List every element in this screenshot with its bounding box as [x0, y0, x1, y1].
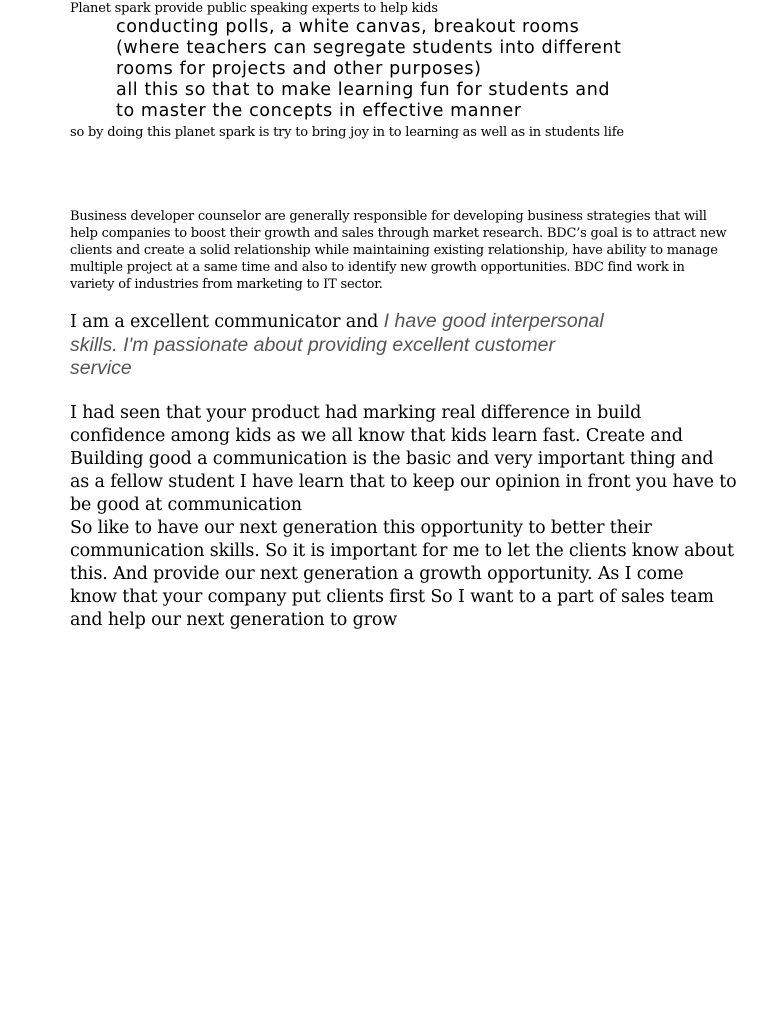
bdc-line: variety of industries from marketing to IT sector.: [70, 277, 383, 292]
bdc-paragraph: [70, 208, 726, 293]
product-line: So like to have our next generation this opportunity to better their: [70, 518, 652, 538]
product-paragraph: [70, 402, 737, 632]
product-line: this. And provide our next generation a growth opportunity. As I come: [70, 564, 684, 584]
indented-paragraph: [116, 17, 622, 122]
product-line: I had seen that your product had marking real difference in build: [70, 403, 642, 423]
product-line: be good at communication: [70, 495, 302, 515]
indented-line: (where teachers can segregate students into different: [116, 38, 622, 58]
communicator-plain-text: I am a excellent communicator and: [70, 312, 384, 332]
indented-line: to master the concepts in effective manner: [116, 101, 522, 121]
communicator-italic-text-2: skills. I'm passionate about providing excellent customer: [70, 334, 555, 356]
bdc-line: help companies to boost their growth and sales through market research. BDC’s goal is to attract new: [70, 226, 727, 241]
communicator-paragraph: [70, 310, 604, 380]
communicator-line-1: [70, 310, 604, 334]
intro-line: Planet spark provide public speaking experts to help kids: [70, 1, 438, 16]
joy-line: so by doing this planet spark is try to bring joy in to learning as well as in students life: [70, 125, 624, 140]
product-line: know that your company put clients first So I want to a part of sales team: [70, 587, 714, 607]
bdc-line: Business developer counselor are generally responsible for developing business strategies that will: [70, 209, 707, 224]
bdc-line: multiple project at a same time and also to identify new growth opportunities. BDC find work in: [70, 260, 685, 275]
indented-line: all this so that to make learning fun for students and: [116, 80, 611, 100]
communicator-italic-text-1: I have good interpersonal: [383, 310, 604, 332]
communicator-italic-text-3: service: [70, 357, 132, 379]
indented-line: rooms for projects and other purposes): [116, 59, 482, 79]
product-line: and help our next generation to grow: [70, 610, 398, 630]
product-line: Building good a communication is the basic and very important thing and: [70, 449, 714, 469]
product-line: confidence among kids as we all know that kids learn fast. Create and: [70, 426, 683, 446]
product-line: as a fellow student I have learn that to keep our opinion in front you have to: [70, 472, 737, 492]
product-line: communication skills. So it is important for me to let the clients know about: [70, 541, 734, 561]
bdc-line: clients and create a solid relationship while maintaining existing relationship, have ability to manage: [70, 243, 718, 258]
indented-line: conducting polls, a white canvas, breakout rooms: [116, 17, 580, 37]
